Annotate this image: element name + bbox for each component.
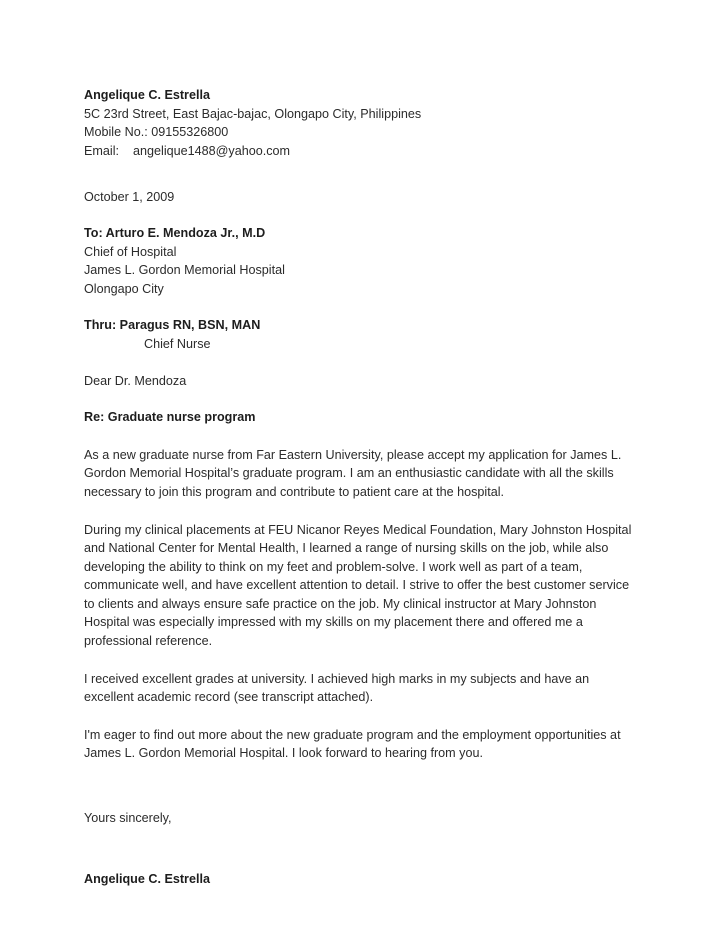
thru-line: Thru: Paragus RN, BSN, MAN	[84, 318, 261, 333]
recipient-block	[84, 224, 640, 298]
body-paragraph-3	[84, 670, 640, 707]
sender-address: 5C 23rd Street, East Bajac-bajac, Olongapo City, Philippines	[84, 106, 422, 121]
recipient-to-line: To: Arturo E. Mendoza Jr., M.D	[84, 225, 266, 240]
paragraph-text: As a new graduate nurse from Far Eastern University, please accept my application for James L. Gordon Memorial Hospital’s graduate program. I am an enthusiastic candidate with all the skills necessary to join this program and contribute to patient care at the hospital.	[84, 447, 622, 499]
subject-line: Re: Graduate nurse program	[84, 410, 256, 425]
recipient-title: Chief of Hospital	[84, 244, 177, 259]
paragraph-text: I'm eager to find out more about the new graduate program and the employment opportunities at James L. Gordon Memorial Hospital. I look forward to hearing from you.	[84, 727, 621, 761]
date-block	[84, 188, 640, 207]
paragraph-text: During my clinical placements at FEU Nicanor Reyes Medical Foundation, Mary Johnston Hospital and National Center for Mental Health, I learned a range of nursing skills on the job, while also developing the ability to think on my feet and problem-solve. I work well as part of a team, communicate well, and have excellent attention to detail. I strive to offer the best customer service to clients and always ensure safe practice on the job. My clinical instructor at Mary Johnston Hospital was especially impressed with my skills on my placement there and offered me a professional reference.	[84, 522, 632, 649]
sender-block	[84, 86, 640, 160]
letter-date: October 1, 2009	[84, 190, 175, 205]
paragraph-text: I received excellent grades at university. I achieved high marks in my subjects and have an excellent academic record (see transcript attached).	[84, 671, 590, 705]
email-value: angelique1488@yahoo.com	[133, 143, 291, 158]
letter-body	[84, 86, 640, 888]
email-label: Email:	[84, 143, 119, 158]
recipient-city: Olongapo City	[84, 281, 164, 296]
thru-title: Chief Nurse	[144, 336, 211, 351]
recipient-organization: James L. Gordon Memorial Hospital	[84, 263, 285, 278]
signature-block	[84, 870, 640, 889]
salutation: Dear Dr. Mendoza	[84, 373, 187, 388]
body-paragraph-2	[84, 521, 640, 651]
closing-salutation: Yours sincerely,	[84, 811, 172, 826]
body-paragraph-4	[84, 726, 640, 763]
thru-block	[84, 316, 640, 353]
sender-email-line	[84, 142, 640, 161]
body-paragraph-1	[84, 446, 640, 502]
sender-name: Angelique C. Estrella	[84, 88, 210, 102]
subject-block	[84, 408, 640, 427]
closing-block	[84, 809, 640, 828]
signature-name: Angelique C. Estrella	[84, 871, 210, 886]
sender-mobile: Mobile No.: 09155326800	[84, 125, 229, 140]
salutation-block	[84, 372, 640, 391]
